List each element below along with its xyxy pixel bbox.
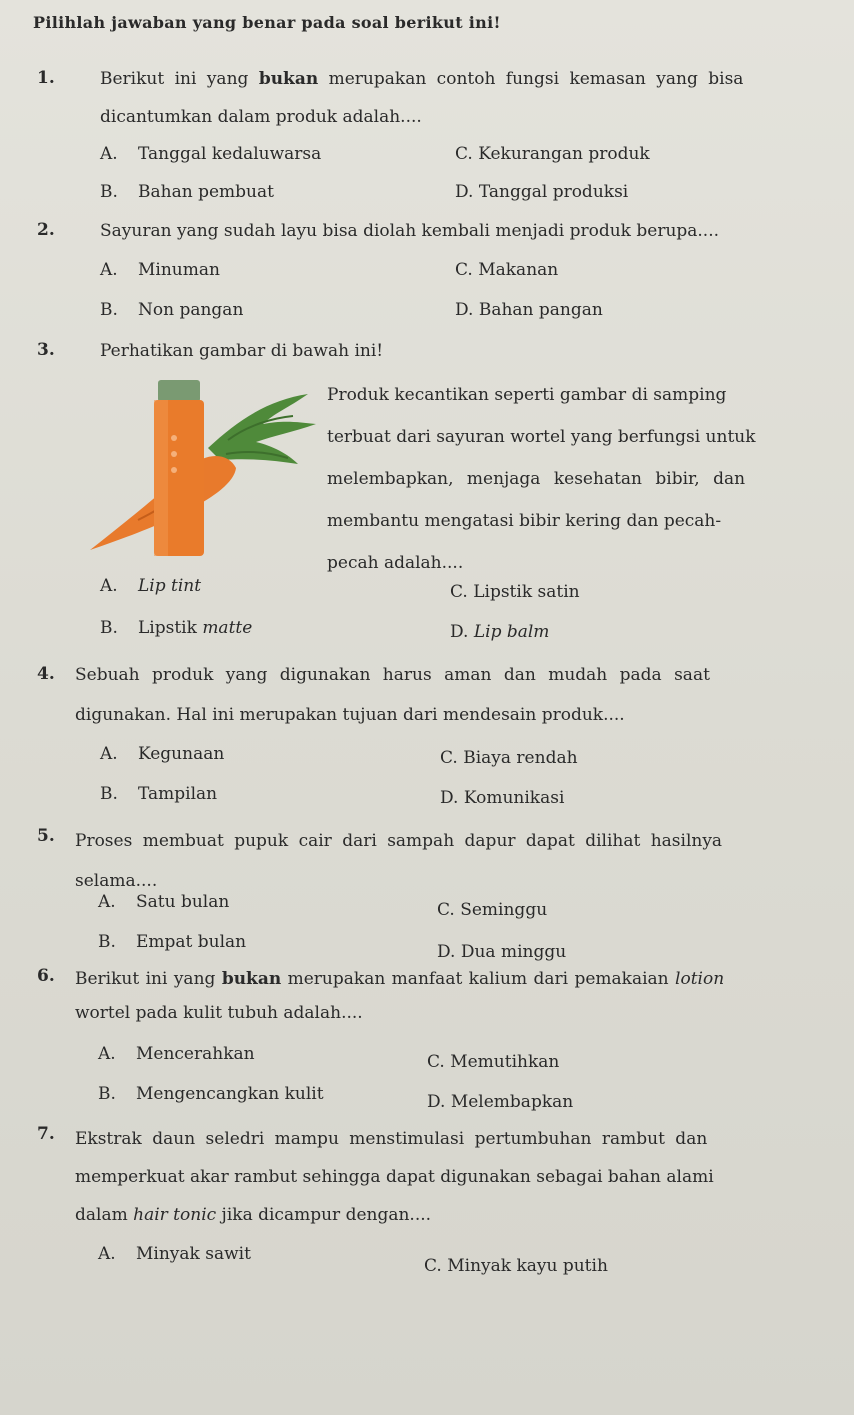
question-6-number: 6. [37, 966, 55, 986]
question-4-option-c[interactable]: C. Biaya rendah [440, 748, 578, 768]
lip-balm-tube [154, 380, 204, 556]
question-3-number: 3. [37, 340, 55, 360]
question-5-option-c[interactable]: C. Seminggu [437, 900, 548, 920]
question-2-option-d[interactable]: D. Bahan pangan [455, 300, 603, 320]
question-6-line-1: Berikut ini yang bukan merupakan manfaat kalium dari pemakaian lotion [75, 969, 725, 989]
question-6-option-a[interactable]: A. Mencerahkan [98, 1044, 255, 1064]
question-2-option-c[interactable]: C. Makanan [455, 260, 559, 280]
question-4-option-b[interactable]: B. Tampilan [100, 784, 218, 804]
question-4-number: 4. [37, 664, 55, 684]
question-5-line-1: Proses membuat pupuk cair dari sampah dapur dapat dilihat hasilnya [75, 831, 723, 851]
question-5-number: 5. [37, 826, 55, 846]
instruction-heading: Pilihlah jawaban yang benar pada soal berikut ini! [33, 13, 501, 32]
question-4-option-d[interactable]: D. Komunikasi [440, 788, 565, 808]
question-7-line-2: memperkuat akar rambut sehingga dapat digunakan sebagai bahan alami [75, 1167, 714, 1187]
carrot-leaves [208, 394, 316, 464]
question-4-option-a[interactable]: A. Kegunaan [100, 744, 225, 764]
question-2-option-b[interactable]: B. Non pangan [100, 300, 244, 320]
question-3-paragraph [327, 374, 823, 584]
question-3-para-line-2: terbuat dari sayuran wortel yang berfungsi untuk [327, 427, 756, 447]
carrot-lip-balm-image [88, 380, 324, 556]
question-7-line-1: Ekstrak daun seledri mampu menstimulasi pertumbuhan rambut dan [75, 1129, 708, 1149]
question-5-line-2: selama.... [75, 871, 158, 891]
question-6-option-d[interactable]: D. Melembapkan [427, 1092, 574, 1112]
question-3-para-line-5: pecah adalah.... [327, 553, 464, 573]
question-1-option-a[interactable]: A. Tanggal kedaluwarsa [100, 144, 322, 164]
question-6-option-c[interactable]: C. Memutihkan [427, 1052, 560, 1072]
question-3-para-line-1: Produk kecantikan seperti gambar di samping [327, 385, 727, 405]
question-1-number: 1. [37, 68, 55, 88]
question-1-option-d[interactable]: D. Tanggal produksi [455, 182, 629, 202]
question-1-line-2: dicantumkan dalam produk adalah.... [100, 107, 422, 127]
question-3-para-line-4: membantu mengatasi bibir kering dan pecah- [327, 511, 722, 531]
question-4-line-2: digunakan. Hal ini merupakan tujuan dari mendesain produk.... [75, 705, 625, 725]
question-4-line-1: Sebuah produk yang digunakan harus aman dan mudah pada saat [75, 665, 710, 685]
question-3-option-a[interactable]: A. Lip tint [100, 576, 202, 596]
question-5-option-d[interactable]: D. Dua minggu [437, 942, 567, 962]
question-1-line-1: Berikut ini yang bukan merupakan contoh fungsi kemasan yang bisa [100, 69, 744, 89]
question-3-option-d[interactable]: D. Lip balm [450, 622, 550, 642]
question-3-para-line-3: melembapkan, menjaga kesehatan bibir, dan [327, 469, 746, 489]
question-5-option-a[interactable]: A. Satu bulan [98, 892, 230, 912]
question-7-option-c[interactable]: C. Minyak kayu putih [424, 1256, 608, 1276]
question-6-option-b[interactable]: B. Mengencangkan kulit [98, 1084, 324, 1104]
question-7-option-a[interactable]: A. Minyak sawit [98, 1244, 251, 1264]
question-1-option-b[interactable]: B. Bahan pembuat [100, 182, 274, 202]
question-7-number: 7. [37, 1124, 55, 1144]
question-7-line-3: dalam hair tonic jika dicampur dengan.... [75, 1205, 432, 1225]
question-6-line-2: wortel pada kulit tubuh adalah.... [75, 1003, 363, 1023]
question-3-option-c[interactable]: C. Lipstik satin [450, 582, 580, 602]
question-1-option-c[interactable]: C. Kekurangan produk [455, 144, 650, 164]
question-2-option-a[interactable]: A. Minuman [100, 260, 220, 280]
question-2-line-1: Sayuran yang sudah layu bisa diolah kembali menjadi produk berupa.... [100, 221, 720, 241]
question-3-line-1: Perhatikan gambar di bawah ini! [100, 341, 384, 361]
question-2-number: 2. [37, 220, 55, 240]
question-5-option-b[interactable]: B. Empat bulan [98, 932, 247, 952]
question-3-option-b[interactable]: B. Lipstik matte [100, 618, 253, 638]
